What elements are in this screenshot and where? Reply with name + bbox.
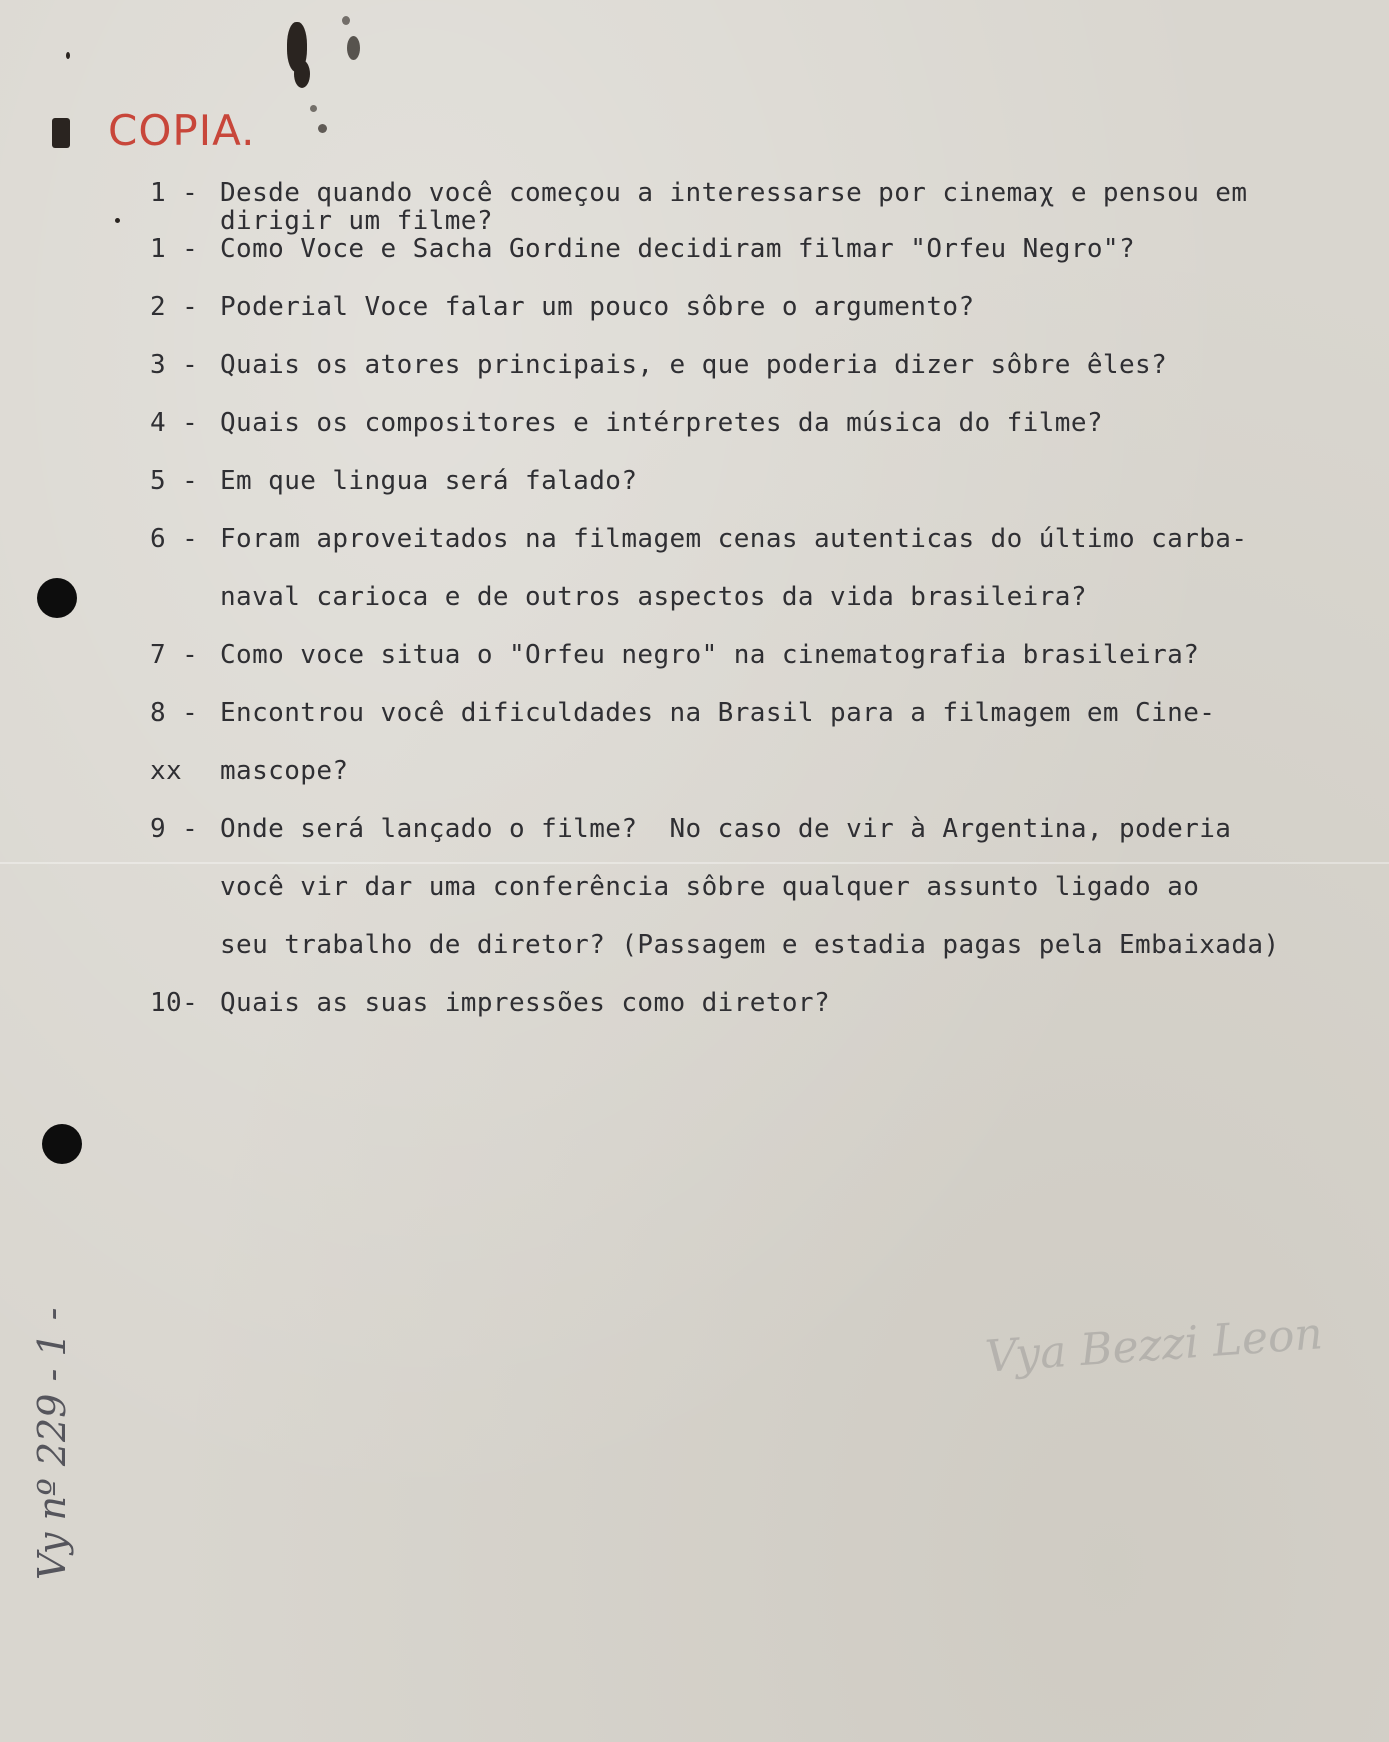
punch-hole-bottom [42, 1124, 82, 1164]
question-text: Quais as suas impressões como diretor? [220, 988, 831, 1018]
question-line [150, 292, 975, 322]
question-text: Onde será lançado o filme? No caso de vir à Argentina, poderia [220, 814, 1232, 844]
question-text: dirigir um filme? [220, 206, 493, 236]
question-line [150, 408, 1103, 438]
question-line [150, 178, 1247, 208]
question-text: Como Voce e Sacha Gordine decidiram filmar "Orfeu Negro"? [220, 234, 1136, 264]
question-line [150, 698, 1215, 728]
question-text: Foram aproveitados na filmagem cenas autenticas do último carba- [220, 524, 1248, 554]
bullet-mark [52, 118, 70, 148]
question-line [150, 524, 1247, 554]
question-line [150, 756, 348, 786]
question-text: você vir dar uma conferência sôbre qualquer assunto ligado ao [220, 872, 1200, 902]
question-text: mascope? [220, 756, 349, 786]
question-number: xx [150, 756, 183, 786]
question-line [150, 350, 1167, 380]
question-number: 6 - [150, 524, 199, 554]
dot-mark [115, 218, 120, 223]
question-line [150, 988, 830, 1018]
ink-stain [310, 105, 317, 112]
question-number: 4 - [150, 408, 199, 438]
question-number: 10- [150, 988, 199, 1018]
archive-reference: Vy nº 229 - 1 - [30, 1307, 74, 1580]
punch-hole-top [37, 578, 77, 618]
question-number: 1 - [150, 178, 199, 208]
question-text: Como voce situa o "Orfeu negro" na cinematografia brasileira? [220, 640, 1200, 670]
question-text: seu trabalho de diretor? (Passagem e estadia pagas pela Embaixada) [220, 930, 1280, 960]
question-text: Encontrou você dificuldades na Brasil para a filmagem em Cine- [220, 698, 1216, 728]
ink-stain [294, 60, 310, 88]
question-line [150, 640, 1199, 670]
question-number: 8 - [150, 698, 199, 728]
question-line [220, 930, 1280, 960]
ink-stain [347, 36, 360, 60]
question-line [150, 234, 1135, 264]
paper-fold [0, 862, 1389, 864]
question-number: 2 - [150, 292, 199, 322]
page-title: COPIA. [108, 106, 256, 155]
question-number: 5 - [150, 466, 199, 496]
question-text: naval carioca e de outros aspectos da vida brasileira? [220, 582, 1087, 612]
question-text: Em que lingua será falado? [220, 466, 638, 496]
question-line [220, 872, 1199, 902]
question-line [150, 466, 637, 496]
question-text: Desde quando você começou a interessarse por cinemaχ e pensou em [220, 178, 1248, 208]
ink-stain [318, 124, 327, 133]
question-text: Quais os compositores e intérpretes da música do filme? [220, 408, 1103, 438]
question-text: Quais os atores principais, e que poderia dizer sôbre êles? [220, 350, 1168, 380]
question-number: 9 - [150, 814, 199, 844]
dot-mark [66, 52, 70, 59]
question-number: 3 - [150, 350, 199, 380]
question-line [150, 814, 1231, 844]
question-line [220, 582, 1087, 612]
ink-stain [342, 16, 350, 25]
question-line [220, 206, 493, 236]
question-text: Poderial Voce falar um pouco sôbre o argumento? [220, 292, 975, 322]
question-number: 7 - [150, 640, 199, 670]
faint-signature: Vya Bezzi Leon [983, 1308, 1325, 1383]
question-number: 1 - [150, 234, 199, 264]
